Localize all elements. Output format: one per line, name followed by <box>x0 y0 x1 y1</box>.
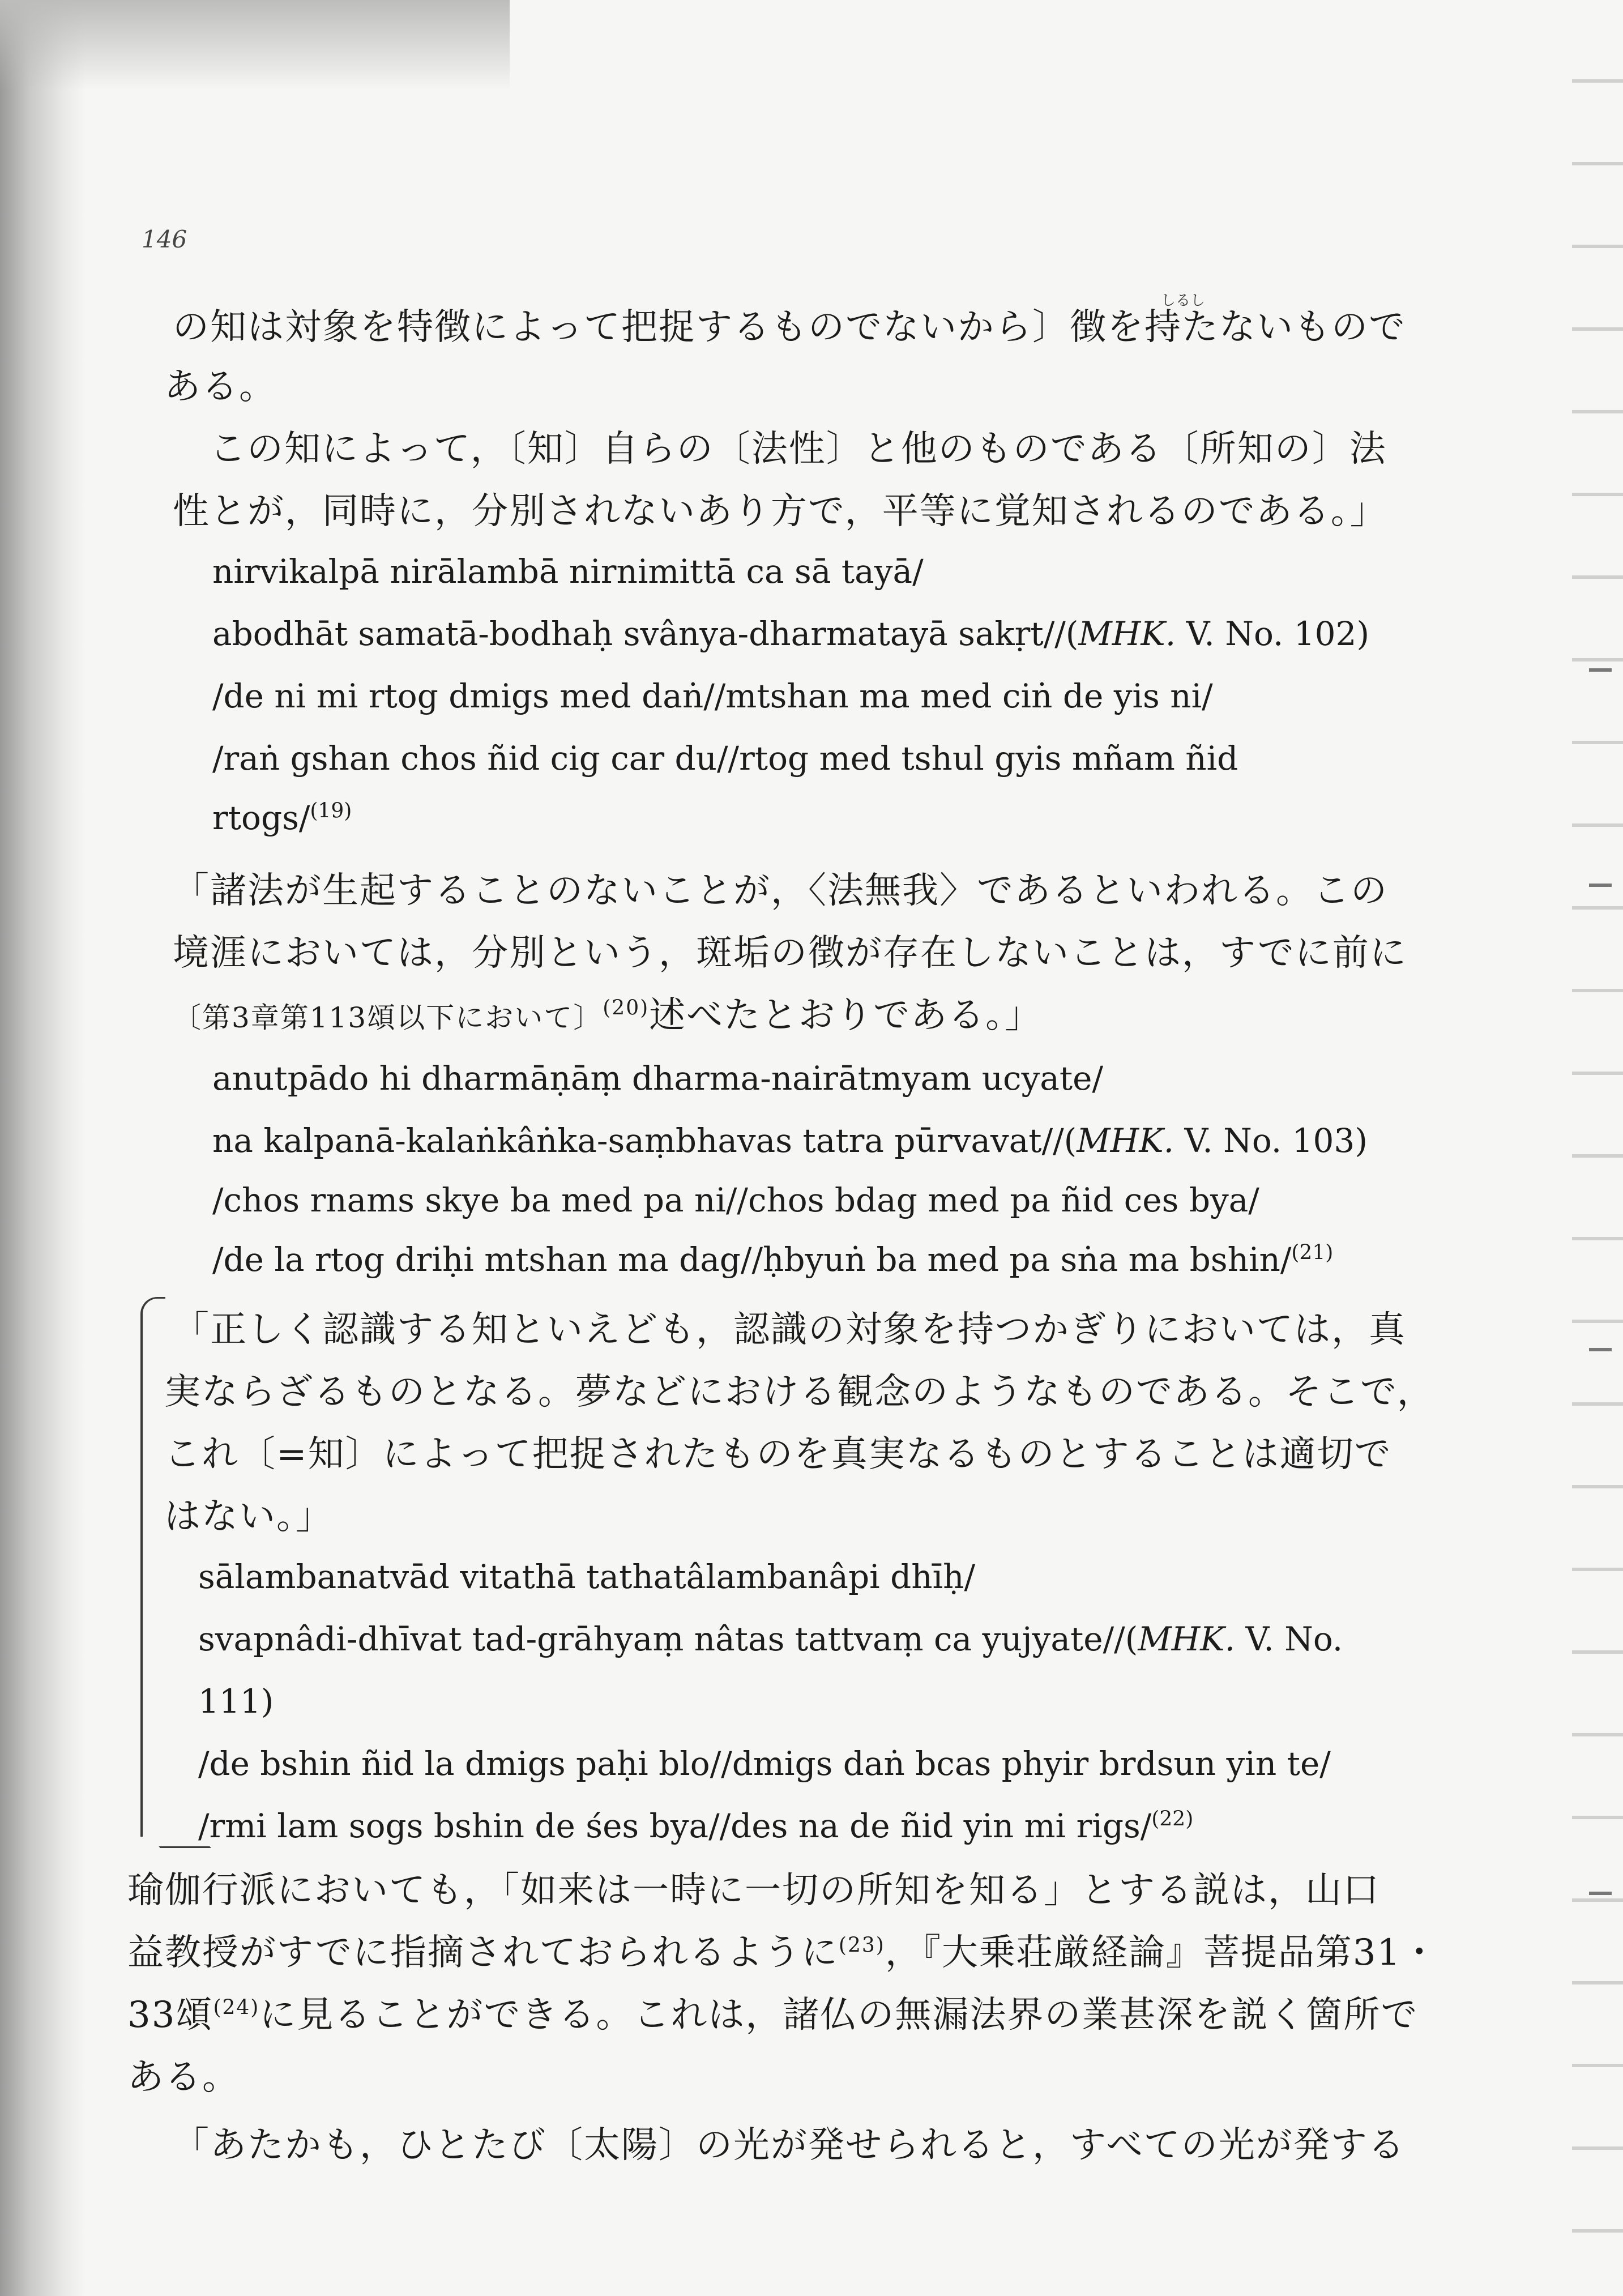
text-line: 「正しく認識する知といえども，認識の対象を持つかぎりにおいては，真 <box>173 1309 1406 1351</box>
footnote-marker: (21) <box>1291 1241 1334 1265</box>
footnote-marker: (22) <box>1151 1807 1194 1831</box>
footnote-marker: (24) <box>213 1996 260 2020</box>
scan-edge-right <box>1572 0 1623 2296</box>
text-line: svapnâdi-dhīvat tad-grāhyaṃ nâtas tattvaṃ ca yujyate//(MHK. V. No. <box>198 1620 1343 1658</box>
text-line: これ〔=知〕によって把捉されたものを真実なるものとすることは適切で <box>164 1433 1392 1475</box>
text-line: anutpādo hi dharmāṇāṃ dharma-nairātmyam ucyate/ <box>212 1059 1104 1098</box>
handwritten-bracket-tail <box>121 1801 211 1848</box>
text-line: 「諸法が生起することのないことが，〈法無我〉であるといわれる。この <box>173 870 1388 912</box>
edge-mark <box>1589 668 1612 672</box>
edge-mark <box>1589 1892 1612 1895</box>
text-line: /de la rtog driḥi mtshan ma dag//ḥbyuṅ ba med pa sṅa ma bshin/$^{(21)}$ <box>212 1240 1334 1279</box>
edge-mark <box>1589 1348 1612 1351</box>
text-line: sālambanatvād vitathā tathatâlambanâpi dhīḥ/ <box>198 1557 976 1596</box>
text-line: ある。 <box>164 366 276 408</box>
edge-mark <box>1589 884 1612 887</box>
text-line: 益教授がすでに指摘されておられるように$^{(23)}$，『大乗荘厳経論』菩提品第31・ <box>127 1932 1439 1974</box>
text-line: rtogs/$^{(19)}$ <box>212 799 352 837</box>
text-line: はない。」 <box>164 1496 333 1538</box>
scan-shadow-left <box>0 0 85 2296</box>
footnote-marker: (19) <box>310 799 352 823</box>
text-line: ある。 <box>127 2056 240 2098</box>
text-line: 境涯においては，分別という，斑垢の徴が存在しないことは，すでに前に <box>173 932 1407 974</box>
text-line: 「あたかも，ひとたび〔太陽〕の光が発せられると，すべての光が発する <box>173 2124 1406 2166</box>
text-line: abodhāt samatā-bodhaḥ svânya-dharmatayā sakṛt//(MHK. V. No. 102) <box>212 614 1370 653</box>
text-line: この知によって，〔知〕自らの〔法性〕と他のものである〔所知の〕法 <box>210 428 1387 470</box>
text-line: /raṅ gshan chos ñid cig car du//rtog med tshul gyis mñam ñid <box>212 739 1238 778</box>
text-line: 実ならざるものとなる。夢などにおける観念のようなものである。そこで， <box>164 1371 1434 1413</box>
text-line: /de ni mi rtog dmigs med daṅ//mtshan ma med ciṅ de yis ni/ <box>212 677 1213 715</box>
text-line: の知は対象を特徴によって把捉するものでないから〕徴を持たないもので <box>173 306 1406 348</box>
text-line: 111) <box>198 1682 274 1721</box>
text-line: nirvikalpā nirālambā nirnimittā ca sā tayā/ <box>212 552 924 591</box>
text-line: /de bshin ñid la dmigs paḥi blo//dmigs daṅ bcas phyir brdsun yin te/ <box>198 1744 1331 1783</box>
text-line: 瑜伽行派においても，「如来は一時に一切の所知を知る」とする説は，山口 <box>127 1870 1380 1911</box>
text-line: 性とが，同時に，分別されないあり方で，平等に覚知されるのである。」 <box>173 490 1387 532</box>
handwritten-bracket <box>140 1297 165 1837</box>
text-line: 33頌$^{(24)}$に見ることができる。これは，諸仏の無漏法界の業甚深を説く箇所で <box>127 1994 1419 2036</box>
text-line: na kalpanā-kalaṅkâṅka-saṃbhavas tatra pūrvavat//(MHK. V. No. 103) <box>212 1121 1368 1160</box>
scan-shadow-top <box>0 0 510 91</box>
text-line: /chos rnams skye ba med pa ni//chos bdag med pa ñid ces bya/ <box>212 1181 1259 1219</box>
text-line: /rmi lam sogs bshin de śes bya//des na de ñid yin mi rigs/$^{(22)}$ <box>198 1807 1194 1845</box>
page-number: 146 <box>142 225 187 253</box>
text-line: 〔第3章第113頌以下において〕$^{(20)}$述べたとおりである。」 <box>173 995 1043 1036</box>
ruby-annotation: しるし <box>1161 292 1206 309</box>
footnote-marker: (20) <box>603 996 650 1020</box>
footnote-marker: (23) <box>838 1934 885 1957</box>
